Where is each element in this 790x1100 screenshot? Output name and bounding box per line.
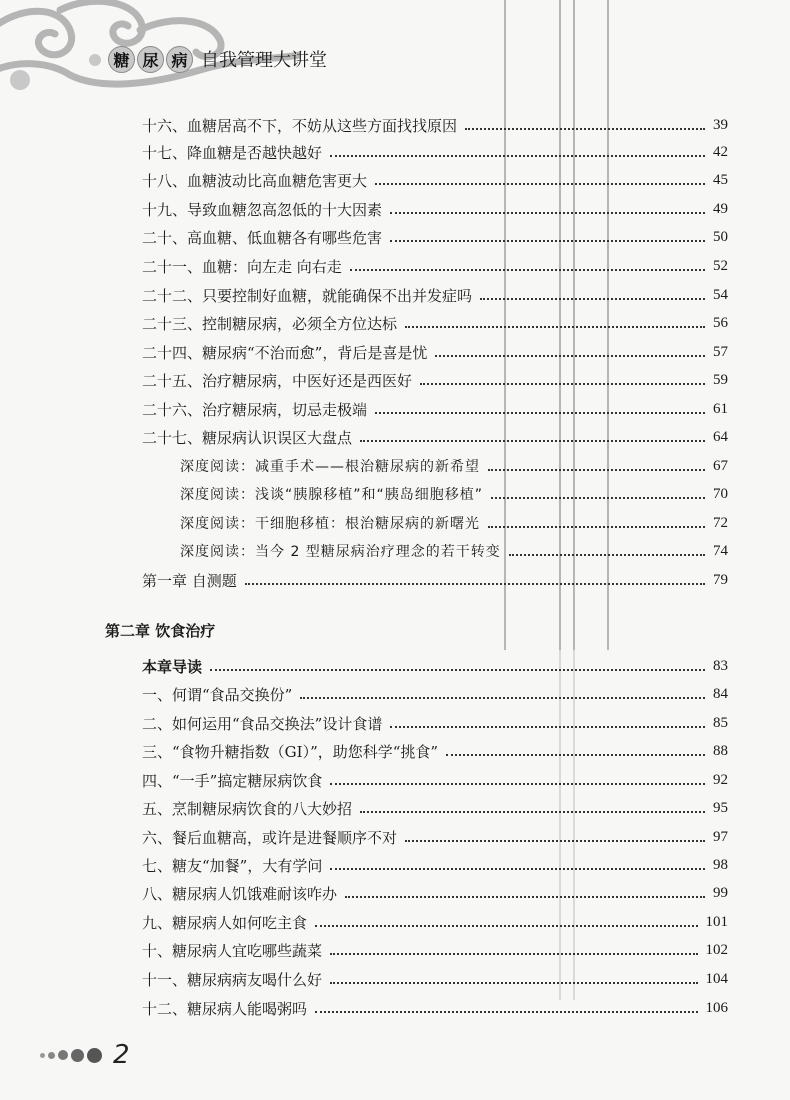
toc-entry <box>142 681 728 707</box>
toc-entry <box>142 710 728 736</box>
toc-entry-page: 59 <box>713 371 728 388</box>
toc-entry-page: 106 <box>705 999 728 1016</box>
toc-entry <box>142 966 728 992</box>
dot-leader <box>210 669 705 671</box>
toc-entry <box>142 139 728 165</box>
chapter-heading <box>105 617 728 643</box>
toc-entry-title: 五、烹制糖尿病饮食的八大妙招 <box>142 799 353 818</box>
toc-entry-title: 十、糖尿病人宜吃哪些蔬菜 <box>142 941 323 960</box>
toc-entry-page: 99 <box>713 884 728 901</box>
toc-entry-title: 第一章 自测题 <box>142 571 237 590</box>
dot-leader <box>435 355 705 357</box>
toc-entry-title: 二十二、只要控制好血糖，就能确保不出并发症吗 <box>142 286 473 305</box>
dot-leader <box>245 583 705 585</box>
toc-entry-page: 57 <box>713 343 728 360</box>
toc-entry-title: 十七、降血糖是否越快越好 <box>142 143 323 162</box>
toc-entry <box>142 339 728 365</box>
dot-leader <box>315 925 697 927</box>
toc-entry-page: 39 <box>713 116 728 133</box>
toc-entry-title: 四、“一手”搞定糖尿病饮食 <box>142 771 323 790</box>
toc-entry-page: 92 <box>713 771 728 788</box>
toc-entry <box>142 396 728 422</box>
toc-entry <box>142 112 728 138</box>
toc-entry <box>142 567 728 593</box>
toc-entry-page: 98 <box>713 856 728 873</box>
toc-entry-title: 二十五、治疗糖尿病，中医好还是西医好 <box>142 371 413 390</box>
header-char-3: 病 <box>166 46 193 73</box>
dot-leader <box>390 240 705 242</box>
toc-entry <box>142 738 728 764</box>
toc-entry-page: 95 <box>713 799 728 816</box>
toc-entry-page: 97 <box>713 828 728 845</box>
toc-entry <box>142 367 728 393</box>
dot-leader <box>488 526 705 528</box>
dot-leader <box>390 726 705 728</box>
toc-entry-title: 深度阅读：减重手术——根治糖尿病的新希望 <box>180 459 480 475</box>
dot-leader <box>330 982 697 984</box>
toc-entry-title: 二十、高血糖、低血糖各有哪些危害 <box>142 228 383 247</box>
dot-leader <box>375 183 705 185</box>
toc-entry-title: 二十三、控制糖尿病，必须全方位达标 <box>142 314 398 333</box>
toc-entry <box>142 224 728 250</box>
toc-entry-page: 52 <box>713 257 728 274</box>
dot-leader <box>390 212 705 214</box>
toc-entry <box>142 767 728 793</box>
toc-entry-title: 九、糖尿病人如何吃主食 <box>142 913 308 932</box>
page-number: 2 <box>113 1040 130 1070</box>
header-subtitle: 自我管理大讲堂 <box>201 50 327 71</box>
dot-leader <box>491 497 705 499</box>
dot-leader <box>488 469 705 471</box>
page-footer <box>40 1040 130 1070</box>
header-char-2: 尿 <box>137 46 164 73</box>
toc-entry-title: 深度阅读：当今 2 型糖尿病治疗理念的若干转变 <box>180 544 501 560</box>
dot-leader <box>446 754 705 756</box>
toc-entry-page: 42 <box>713 143 728 160</box>
toc-entry <box>142 424 728 450</box>
toc-entry-page: 102 <box>705 941 728 958</box>
toc-entry <box>142 282 728 308</box>
toc-entry-title: 一、何谓“食品交换份” <box>142 685 293 704</box>
toc-entry <box>142 909 728 935</box>
toc-entry <box>180 481 728 507</box>
toc-entry-title: 二十七、糖尿病认识误区大盘点 <box>142 428 353 447</box>
toc-entry-title: 十八、血糖波动比高血糖危害更大 <box>142 171 368 190</box>
toc-entry-page: 72 <box>713 514 728 531</box>
dot-leader <box>315 1011 697 1013</box>
toc-entry <box>180 538 728 564</box>
toc-entry-title: 二十六、治疗糖尿病，切忌走极端 <box>142 400 368 419</box>
toc-entry-title: 第二章 饮食治疗 <box>105 621 216 640</box>
toc-entry-title: 二十四、糖尿病“不治而愈”，背后是喜是忧 <box>142 343 428 362</box>
footer-dot-icon <box>48 1052 55 1059</box>
toc-entry-page: 79 <box>713 571 728 588</box>
footer-dot-icon <box>58 1050 68 1060</box>
toc-entry-page: 54 <box>713 286 728 303</box>
toc-entry-page: 45 <box>713 171 728 188</box>
toc-entry-title: 十一、糖尿病病友喝什么好 <box>142 970 323 989</box>
toc-entry-title: 本章导读 <box>142 657 203 676</box>
toc-entry-page: 74 <box>713 542 728 559</box>
toc-entry-title: 二十一、血糖：向左走 向右走 <box>142 257 342 276</box>
dot-leader <box>345 896 705 898</box>
dot-leader <box>480 298 705 300</box>
toc-entry-title: 深度阅读：浅谈“胰腺移植”和“胰岛细胞移植” <box>180 487 484 503</box>
toc-entry <box>142 167 728 193</box>
dot-leader <box>360 440 705 442</box>
toc-entry-page: 84 <box>713 685 728 702</box>
toc-entry <box>142 310 728 336</box>
dot-leader <box>350 269 705 271</box>
toc-entry <box>142 653 728 679</box>
toc-entry-title: 七、糖友“加餐”，大有学问 <box>142 856 323 875</box>
toc-entry-title: 二、如何运用“食品交换法”设计食谱 <box>142 714 383 733</box>
dot-leader <box>330 155 705 157</box>
dot-leader <box>405 840 705 842</box>
toc-entry-page: 56 <box>713 314 728 331</box>
toc-entry-page: 83 <box>713 657 728 674</box>
toc-entry <box>142 196 728 222</box>
toc-entry-page: 49 <box>713 200 728 217</box>
dot-leader <box>330 783 705 785</box>
footer-dot-icon <box>40 1053 45 1058</box>
toc-entry <box>142 937 728 963</box>
footer-dot-icon <box>87 1048 102 1063</box>
toc-entry-page: 67 <box>713 457 728 474</box>
toc-entry-title: 十二、糖尿病人能喝粥吗 <box>142 999 308 1018</box>
toc-entry <box>142 824 728 850</box>
toc-entry-title: 十六、血糖居高不下，不妨从这些方面找找原因 <box>142 116 458 135</box>
toc-entry <box>142 795 728 821</box>
toc-entry <box>142 852 728 878</box>
book-header <box>108 44 327 74</box>
toc-entry-title: 八、糖尿病人饥饿难耐该咋办 <box>142 884 338 903</box>
toc-entry <box>142 253 728 279</box>
toc-entry-title: 六、餐后血糖高，或许是进餐顺序不对 <box>142 828 398 847</box>
toc-entry <box>142 880 728 906</box>
dot-leader <box>360 811 705 813</box>
dot-leader <box>465 128 705 130</box>
toc-entry-page: 64 <box>713 428 728 445</box>
toc-entry-title: 十九、导致血糖忽高忽低的十大因素 <box>142 200 383 219</box>
dot-leader <box>300 697 705 699</box>
toc-entry <box>180 510 728 536</box>
dot-leader <box>420 383 705 385</box>
toc-entry-page: 101 <box>705 913 728 930</box>
dot-leader <box>330 868 705 870</box>
toc-entry-title: 三、“食物升糖指数（GI）”，助您科学“挑食” <box>142 742 439 761</box>
dot-leader <box>405 326 705 328</box>
toc-entry <box>180 453 728 479</box>
toc-entry-page: 50 <box>713 228 728 245</box>
dot-leader <box>509 554 705 556</box>
toc-entry-page: 104 <box>705 970 728 987</box>
toc-entry-title: 深度阅读：干细胞移植：根治糖尿病的新曙光 <box>180 516 480 532</box>
toc-entry-page: 61 <box>713 400 728 417</box>
dot-leader <box>375 412 705 414</box>
header-char-1: 糖 <box>108 46 135 73</box>
footer-dot-icon <box>71 1049 84 1062</box>
toc-entry-page: 88 <box>713 742 728 759</box>
toc-entry <box>142 995 728 1021</box>
toc-entry-page: 70 <box>713 485 728 502</box>
toc-entry-page: 85 <box>713 714 728 731</box>
dot-leader <box>330 953 697 955</box>
